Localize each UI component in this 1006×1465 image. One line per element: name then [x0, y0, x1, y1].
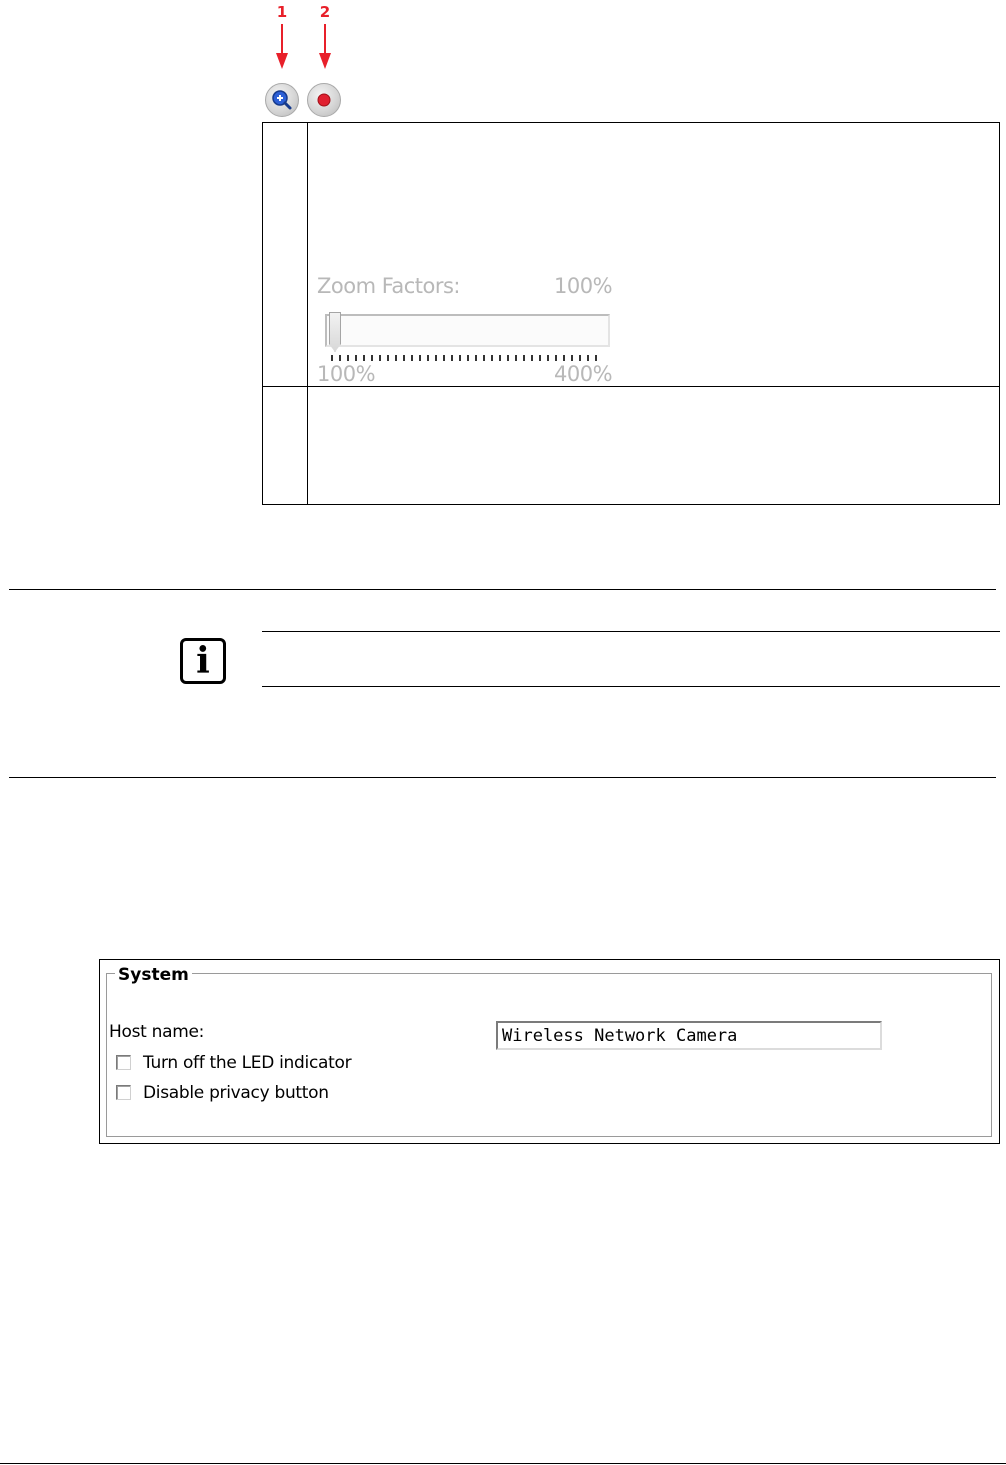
privacy-button-checkbox[interactable] — [116, 1085, 131, 1100]
callout-arrow-1-line — [281, 24, 283, 54]
note-rule-top — [262, 631, 1000, 632]
zoom-max-label: 400% — [554, 362, 613, 386]
zoom-slider-ticks — [331, 355, 603, 361]
page-footer-rule — [0, 1463, 1006, 1464]
zoom-slider-thumb[interactable] — [329, 312, 341, 352]
digital-zoom-button[interactable] — [265, 83, 299, 117]
zoom-current-value: 100% — [554, 274, 613, 298]
info-icon: i — [180, 638, 226, 684]
note-rule-bottom — [262, 686, 1000, 687]
zoom-factors-label: Zoom Factors: — [317, 274, 461, 298]
table-row-divider — [262, 386, 1000, 387]
privacy-button-label[interactable]: Disable privacy button — [143, 1083, 329, 1103]
magnifier-zoom-icon — [265, 83, 299, 117]
callout-number-1: 1 — [276, 3, 288, 21]
table-column-divider — [307, 122, 308, 505]
callout-arrow-2-line — [324, 24, 326, 54]
zoom-min-label: 100% — [317, 362, 376, 386]
host-name-label: Host name: — [109, 1022, 205, 1042]
section-divider-bottom — [9, 777, 996, 778]
zoom-slider-track[interactable] — [325, 314, 610, 347]
led-indicator-label[interactable]: Turn off the LED indicator — [143, 1053, 352, 1073]
led-indicator-checkbox[interactable] — [116, 1055, 131, 1070]
record-button[interactable] — [307, 83, 341, 117]
system-legend: System — [115, 965, 192, 985]
callout-arrow-2-head — [319, 53, 331, 69]
section-divider-top — [9, 589, 996, 590]
host-name-input[interactable] — [496, 1021, 882, 1050]
callout-arrow-1-head — [276, 53, 288, 69]
record-dot-icon — [307, 83, 341, 117]
callout-number-2: 2 — [319, 3, 331, 21]
